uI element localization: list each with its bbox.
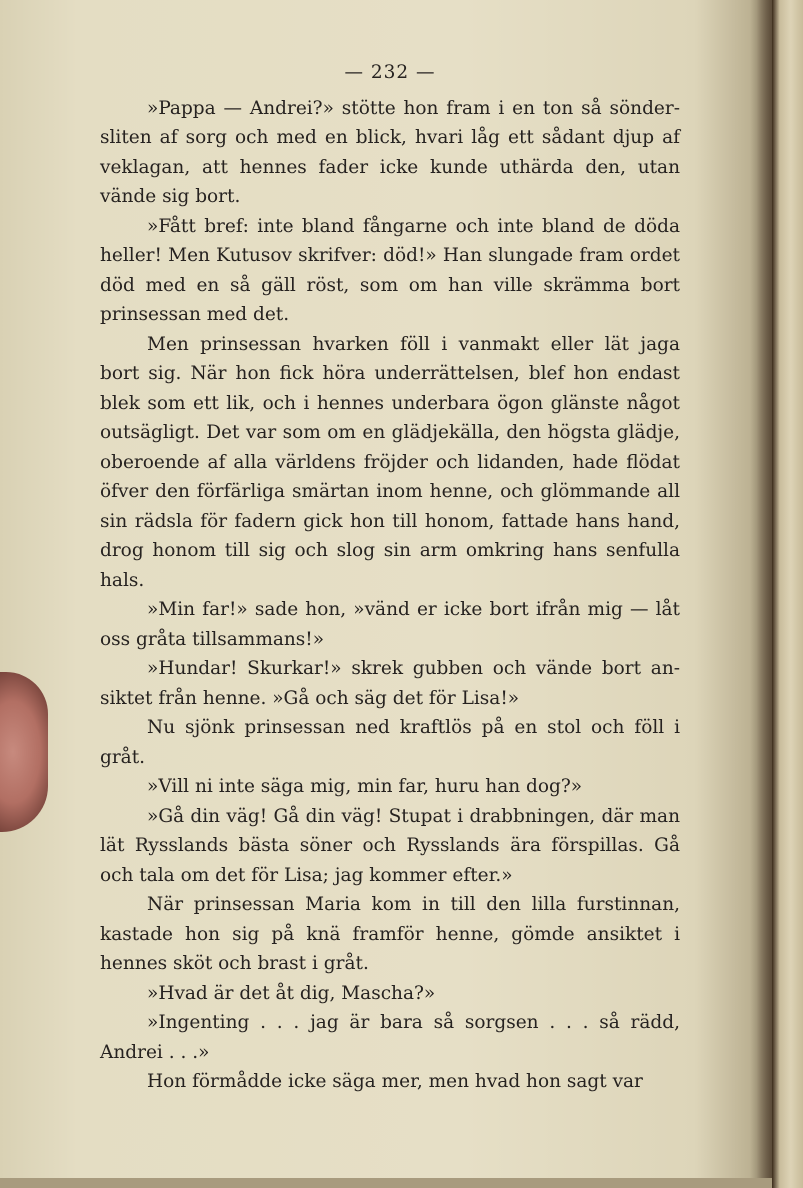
facing-page-edge [772,0,803,1188]
page-number: — 232 — [344,62,436,83]
paragraph: »Hvad är det åt dig, Mascha?» [147,982,436,1004]
paragraph: »Hundar! Skurkar!» skrek gubben och vände bort ansiktet från henne. »Gå och säg det för Lisa!» [100,658,680,709]
paragraph: »Min far!» sade hon, »vänd er icke bort ifrån mig — låt oss gråta tillsammans!» [100,599,680,650]
paragraph: Hon förmådde icke säga mer, men hvad hon sagt var [147,1071,643,1092]
page-bottom-edge [0,1178,772,1188]
page-text [100,58,680,1097]
paragraph: »Fått bref: inte bland fångarne och inte bland de döda heller! Men Kutusov skrifver: död!» Han slungade fram ordet död med en så gäll röst, som om han ville skrämma bort prinsessan med det. [100,215,680,325]
paragraph: »Vill ni inte säga mig, min far, huru han dog?» [147,776,583,797]
paragraph: »Pappa — Andrei?» stötte hon fram i en ton så söndersliten af sorg och med en blick, hvari låg ett sådant djup af veklagan, att hennes fader icke kunde uthärda den, utan vände sig bort. [100,97,680,207]
paragraph: »Gå din väg! Gå din väg! Stupat i drabbningen, där man lät Rysslands bästa söner och Rysslands ära förspillas. Gå och tala om det för Lisa; jag kommer efter.» [100,805,680,886]
paragraph: När prinsessan Maria kom in till den lilla furstinnan, kastade hon sig på knä framför henne, gömde ansiktet i hennes sköt och brast i gråt. [100,894,680,974]
page-spine-shadow [750,0,772,1188]
paragraph: Men prinsessan hvarken föll i vanmakt eller lät jaga bort sig. När hon fick höra underrättelsen, blef hon endast blek som ett lik, och i hennes underbara ögon glänste något outsägligt. Det var som om en glädjekälla, den högsta glädje, oberoende af alla världens fröjder och lidanden, hade flödat öfver den förfärliga smärtan inom henne, och glömmande all sin rädsla för fadern gick hon till honom, fattade hans hand, drog honom till sig och slog sin arm omkring hans senfulla hals. [100,333,680,591]
paragraph: Nu sjönk prinsessan ned kraftlös på en stol och föll i gråt. [100,717,680,768]
paragraph: »Ingenting . . . jag är bara så sorgsen . . . så rädd, Andrei . . .» [100,1012,680,1063]
thumb [0,672,48,832]
